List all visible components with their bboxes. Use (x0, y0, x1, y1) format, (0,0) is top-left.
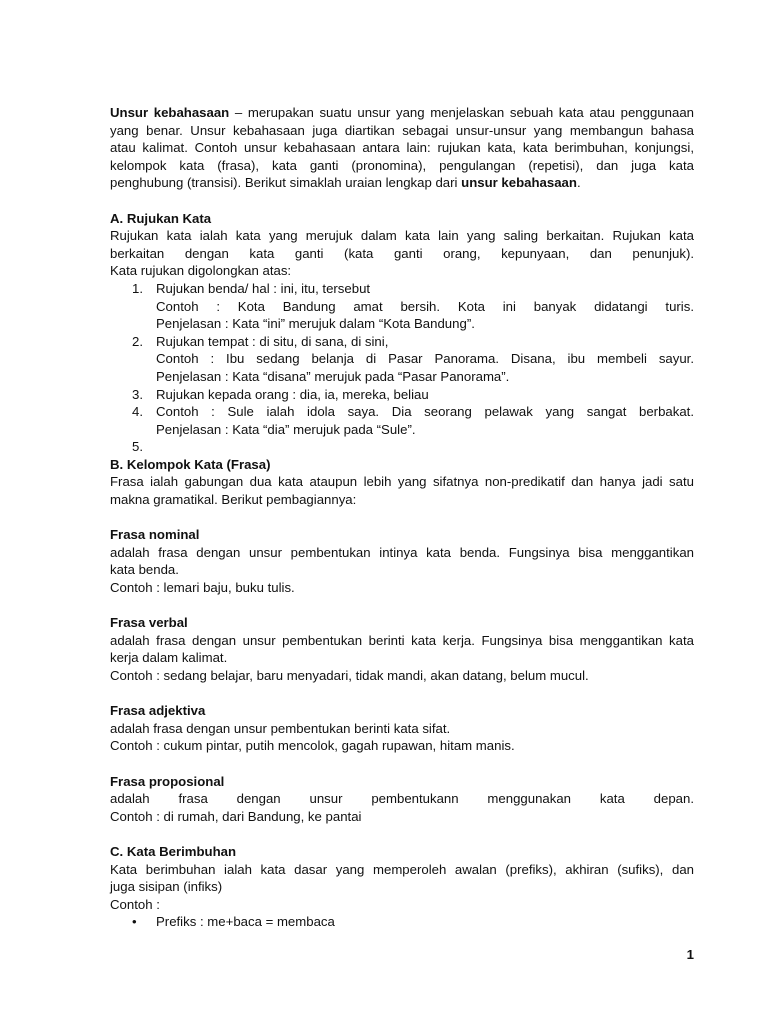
frasa-proposional-example: Contoh : di rumah, dari Bandung, ke pantai (110, 808, 362, 824)
page-number: 1 (686, 947, 694, 962)
frasa-adjektiva-heading: Frasa adjektiva (110, 703, 206, 719)
intro-line-2: yang benar. Unsur kebahasaan juga diartikan sebagai unsur-unsur yang membangun bahasa (110, 122, 694, 138)
document-page (110, 104, 694, 931)
spacer (110, 685, 694, 703)
list-item-example: Contoh : Ibu sedang belanja di Pasar Panorama. Disana, ibu membeli sayur. (156, 351, 694, 367)
section-a-heading: A. Rujukan Kata (110, 210, 212, 226)
intro-line-1: Unsur kebahasaan – merupakan suatu unsur yang menjelaskan sebuah kata atau penggunaan (110, 105, 694, 120)
section-c-heading: C. Kata Berimbuhan (110, 843, 237, 859)
list-item (110, 333, 694, 386)
bullet-text: Prefiks : me+baca = membaca (156, 914, 335, 930)
section-c-line-1: Kata berimbuhan ialah kata dasar yang memperoleh awalan (prefiks), akhiran (sufiks), dan (110, 861, 694, 877)
intro-line-4: kelompok kata (frasa), kata ganti (pronomina), pengulangan (repetisi), dan juga kata (110, 157, 694, 173)
list-number: 4. (132, 404, 143, 420)
frasa-verbal-heading: Frasa verbal (110, 615, 188, 631)
list-item-example: Contoh : Sule ialah idola saya. Dia seorang pelawak yang sangat berbakat. (156, 404, 694, 420)
spacer (110, 755, 694, 773)
section-c-contoh: Contoh : (110, 896, 160, 912)
frasa-proposional-line-1: adalah frasa dengan unsur pembentukann menggunakan kata depan. (110, 791, 694, 807)
list-item-explain: Penjelasan : Kata “disana” merujuk pada “Pasar Panorama”. (156, 368, 510, 384)
list-number: 3. (132, 386, 143, 402)
section-a-line-1: Rujukan kata ialah kata yang merujuk dalam kata lain yang saling berkaitan. Rujukan kata (110, 228, 694, 244)
intro-line-3: atau kalimat. Contoh unsur kebahasaan antara lain: rujukan kata, kata berimbuhan, konjungsi, (110, 140, 694, 156)
frasa-verbal-example: Contoh : sedang belajar, baru menyadari, tidak mandi, akan datang, belum mucul. (110, 668, 589, 683)
bullet-icon: • (132, 914, 137, 930)
list-number: 1. (132, 280, 143, 296)
spacer (110, 825, 694, 843)
list-item (110, 386, 694, 404)
intro-paragraph (110, 104, 694, 192)
frasa-verbal-line-2: kerja dalam kalimat. (110, 650, 228, 666)
list-item-title: Rujukan benda/ hal : ini, itu, tersebut (156, 280, 371, 296)
section-a-line-3: Kata rujukan digolongkan atas: (110, 263, 292, 279)
frasa-adjektiva-example: Contoh : cukum pintar, putih mencolok, gagah rupawan, hitam manis. (110, 738, 515, 754)
section-a-line-2: berkaitan dengan kata ganti (kata ganti orang, kepunyaan, dan penunjuk). (110, 245, 694, 261)
frasa-proposional-heading: Frasa proposional (110, 773, 225, 789)
list-item (110, 403, 694, 438)
intro-term: Unsur kebahasaan (110, 105, 230, 120)
frasa-nominal-line-1: adalah frasa dengan unsur pembentukan intinya kata benda. Fungsinya bisa menggantikan (110, 544, 694, 560)
intro-bold-term: unsur kebahasaan (461, 175, 577, 191)
spacer (110, 597, 694, 615)
frasa-nominal-example: Contoh : lemari baju, buku tulis. (110, 580, 295, 596)
list-item-explain: Penjelasan : Kata “ini” merujuk dalam “Kota Bandung”. (156, 316, 475, 332)
list-item (110, 280, 694, 333)
list-item-empty (156, 438, 694, 456)
frasa-adjektiva-line-1: adalah frasa dengan unsur pembentukan berinti kata sifat. (110, 720, 451, 736)
section-b-line-2: makna gramatikal. Berikut pembagiannya: (110, 492, 357, 508)
list-number: 2. (132, 333, 143, 349)
section-b-heading: B. Kelompok Kata (Frasa) (110, 456, 271, 472)
frasa-verbal-line-1: adalah frasa dengan unsur pembentukan berinti kata kerja. Fungsinya bisa menggantikan kata (110, 632, 694, 648)
frasa-nominal-line-2: kata benda. (110, 562, 179, 578)
list-item-explain: Penjelasan : Kata “dia” merujuk pada “Sule”. (156, 421, 416, 437)
intro-line-5: penghubung (transisi). Berikut simaklah uraian lengkap dari unsur kebahasaan. (110, 175, 581, 191)
list-item (110, 913, 694, 931)
spacer (110, 509, 694, 527)
list-item-example: Contoh : Kota Bandung amat bersih. Kota ini banyak didatangi turis. (156, 298, 694, 314)
imbuhan-bullet-list (110, 913, 694, 931)
spacer (110, 192, 694, 210)
frasa-nominal-heading: Frasa nominal (110, 527, 200, 543)
section-b-line-1: Frasa ialah gabungan dua kata ataupun lebih yang sifatnya non-predikatif dan hanya jadi satu (110, 474, 694, 490)
list-item (110, 438, 694, 456)
list-item-title: Rujukan tempat : di situ, di sana, di sini, (156, 333, 389, 349)
section-c-line-2: juga sisipan (infiks) (110, 879, 223, 895)
list-number: 5. (132, 439, 143, 455)
list-item-title: Rujukan kepada orang : dia, ia, mereka, beliau (156, 386, 429, 402)
rujukan-list (110, 280, 694, 456)
